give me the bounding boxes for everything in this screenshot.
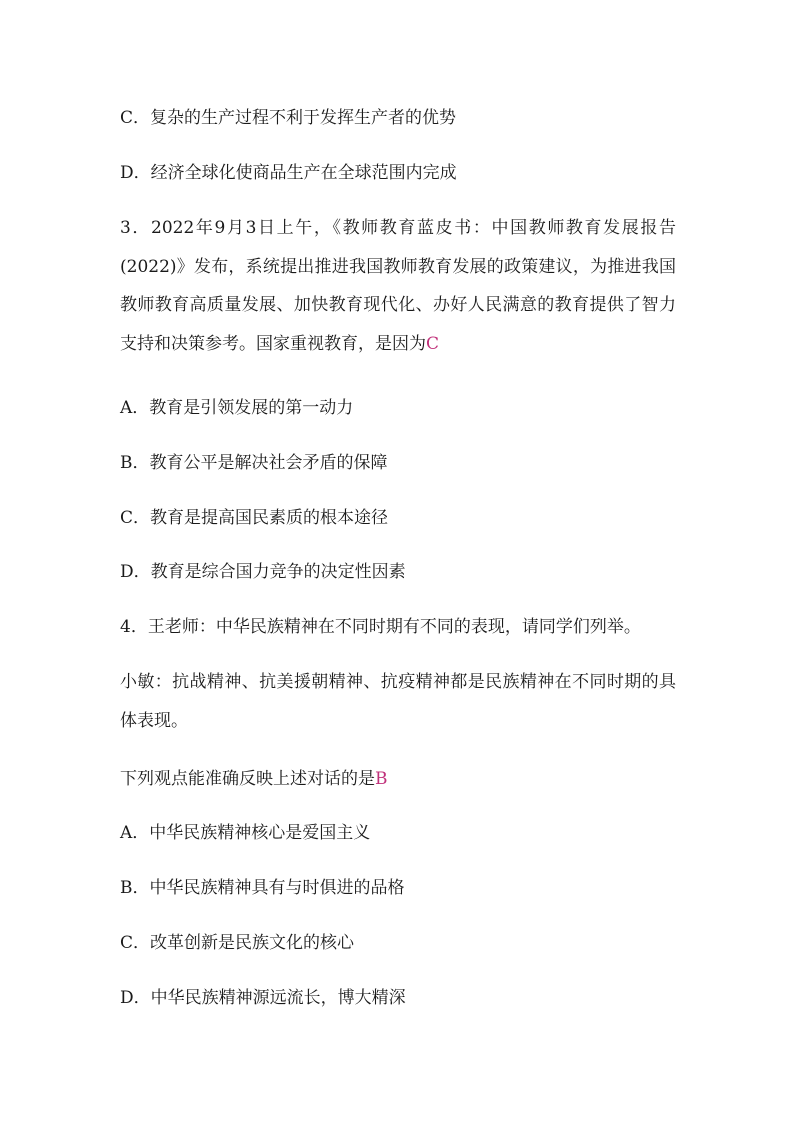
q3-option-d: D．教育是综合国力竞争的决定性因素 [120, 562, 406, 582]
q4-option-a: A．中华民族精神核心是爱国主义 [120, 823, 371, 843]
q4-option-d: D．中华民族精神源远流长，博大精深 [120, 988, 406, 1008]
q3-stem-text: 3．2022年9月3日上午，《教师教育蓝皮书：中国教师教育发展报告(2022)》发布，系统提出推进我国教师教育发展的政策建议，为推进我国教师教育高质量发展、加快教育现代化、办好人民满意的教育提供了智力支持和决策参考。国家重视教育，是因为 [120, 218, 676, 354]
q4-question [120, 769, 388, 789]
q3-option-b: B．教育公平是解决社会矛盾的保障 [120, 453, 388, 473]
q4-student-line: 小敏：抗战精神、抗美援朝精神、抗疫精神都是民族精神在不同时期的具体表现。 [120, 672, 676, 731]
q2-option-c: C．复杂的生产过程不利于发挥生产者的优势 [120, 108, 457, 128]
q2-option-d: D．经济全球化使商品生产在全球范围内完成 [120, 163, 457, 183]
q4-teacher-line: 4．王老师：中华民族精神在不同时期有不同的表现，请同学们列举。 [120, 617, 641, 637]
q3-option-c: C．教育是提高国民素质的根本途径 [120, 508, 389, 528]
q3-option-a: A．教育是引领发展的第一动力 [120, 398, 354, 418]
q4-option-b: B．中华民族精神具有与时俱进的品格 [120, 878, 405, 898]
q4-option-c: C．改革创新是民族文化的核心 [120, 933, 355, 953]
q4-answer: B [375, 769, 388, 789]
q4-question-text: 下列观点能准确反映上述对话的是 [120, 769, 375, 789]
q3-answer: C [426, 333, 440, 354]
q3-stem [120, 209, 676, 363]
